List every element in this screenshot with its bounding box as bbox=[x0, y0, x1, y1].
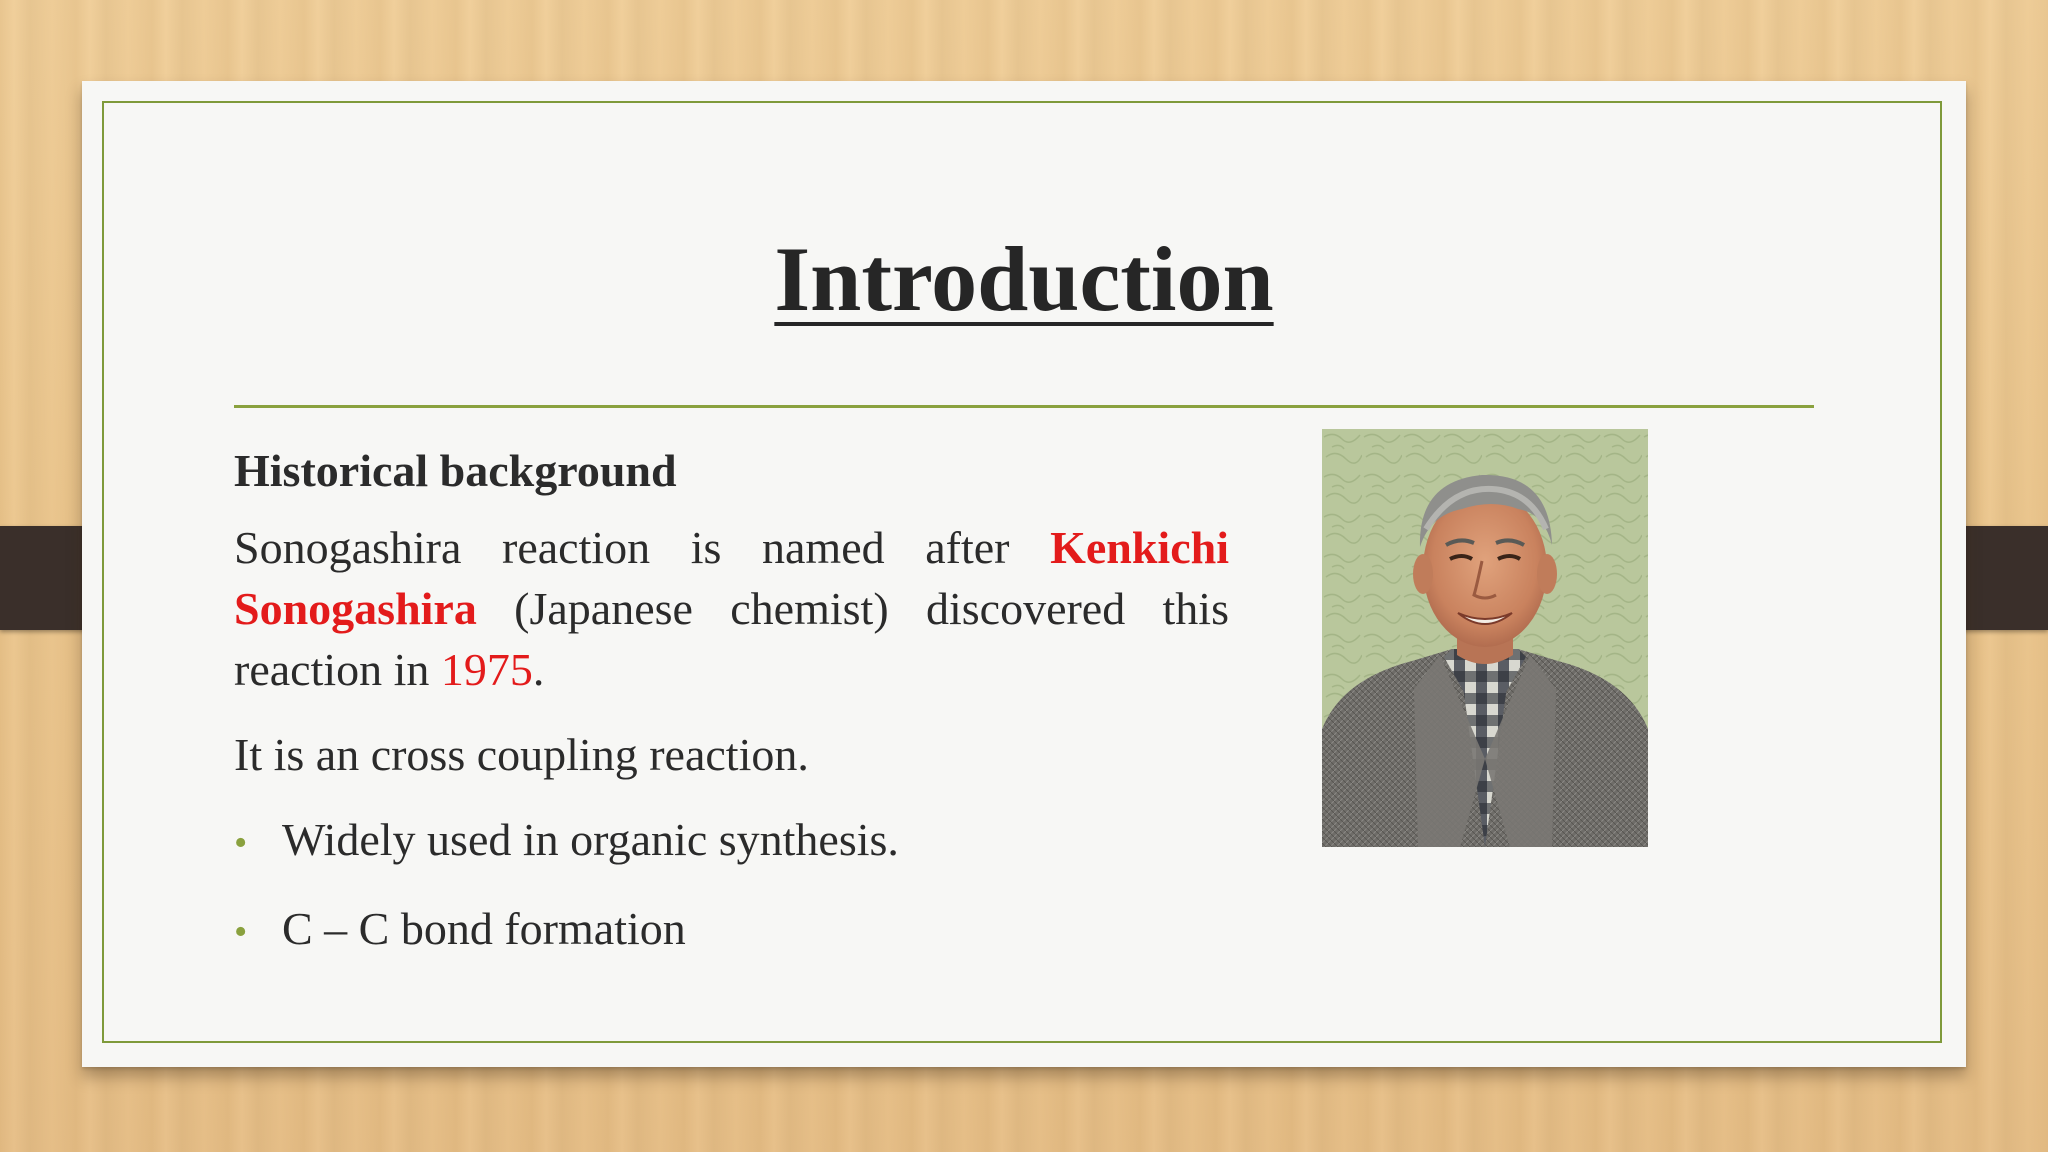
history-paragraph bbox=[234, 517, 1229, 700]
chemist-name: Kenkichi Sonogashira bbox=[234, 521, 1229, 634]
bullet-item bbox=[234, 809, 1229, 874]
bullet-item bbox=[234, 898, 1229, 963]
reaction-statement: It is an cross coupling reaction. bbox=[234, 728, 809, 780]
slide bbox=[82, 81, 1966, 1067]
paragraph-text-1: Sonogashira reaction is named after bbox=[234, 521, 1051, 573]
title-divider bbox=[234, 405, 1814, 408]
slide-title: Introduction bbox=[774, 228, 1274, 330]
bullet-icon: • bbox=[234, 821, 248, 864]
paragraph-text-2: (Japanese chemist) discovered this reaction in bbox=[234, 582, 1229, 695]
bullet-icon: • bbox=[234, 910, 248, 953]
paragraph-text-3: . bbox=[532, 643, 545, 695]
portrait-image bbox=[1322, 429, 1648, 847]
bullet-text: C – C bond formation bbox=[282, 902, 686, 954]
slide-body bbox=[234, 441, 1229, 987]
portrait-photo bbox=[1322, 429, 1648, 847]
bullet-text: Widely used in organic synthesis. bbox=[282, 813, 899, 865]
subheading: Historical background bbox=[234, 445, 677, 496]
discovery-year: 1975 bbox=[440, 643, 533, 695]
